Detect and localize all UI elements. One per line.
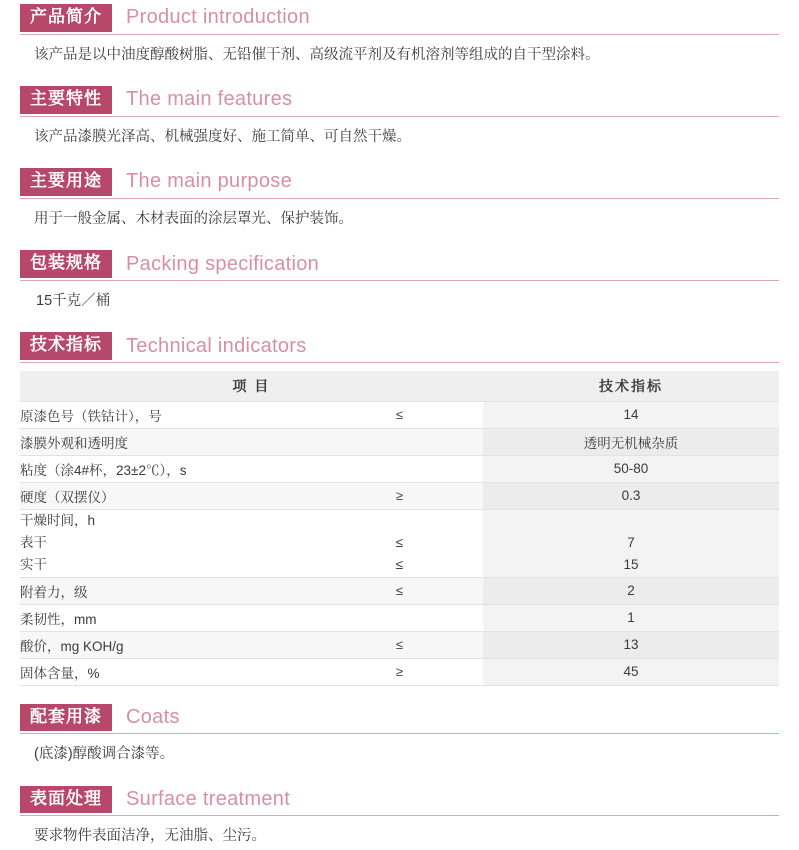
cell-item: 酸价，mg KOH/g [20,631,316,658]
cell-operator: ≥ [316,658,483,685]
table-header-row [20,371,779,402]
section-title-cn: 配套用漆 [20,704,112,732]
section-main-purpose [20,168,779,232]
section-title-en: The main purpose [126,170,293,193]
table-row [20,604,779,631]
cell-operator-group [316,509,483,577]
cell-subitem-hard-dry: 实干 [20,557,47,573]
cell-value: 1 [483,604,779,631]
section-body-text: 该产品漆膜光泽高、机械强度好、施工简单、可自然干燥。 [34,128,411,145]
column-header-item: 项 目 [20,371,483,402]
section-header [20,332,779,363]
table-head [20,371,779,402]
section-title-en: Product introduction [126,6,310,29]
cell-item-group [20,509,316,577]
section-title-cn: 技术指标 [20,332,112,360]
table-row [20,428,779,455]
section-title-cn: 包装规格 [20,250,112,278]
technical-indicators-table [20,371,779,686]
section-product-introduction [20,4,779,68]
section-body-text: (底漆)醇酸调合漆等。 [34,746,175,763]
section-title-cn: 主要特性 [20,86,112,114]
section-title-en: Technical indicators [126,334,307,357]
table-row [20,401,779,428]
section-body-text: 该产品是以中油度醇酸树脂、无铅催干剂、高级流平剂及有机溶剂等组成的自干型涂料。 [34,46,600,63]
cell-value: 14 [483,401,779,428]
section-header [20,704,779,735]
table-row [20,658,779,685]
cell-operator [316,604,483,631]
cell-item: 固体含量，% [20,658,316,685]
cell-value: 2 [483,577,779,604]
section-title-cn: 产品简介 [20,4,112,32]
table-body [20,401,779,685]
section-coats [20,704,779,768]
cell-item: 原漆色号（铁钴计），号 [20,401,316,428]
table-row-drying-time [20,509,779,577]
section-header [20,168,779,199]
table-row [20,455,779,482]
section-header [20,786,779,817]
table-row [20,577,779,604]
section-technical-indicators [20,332,779,685]
table-row [20,482,779,509]
cell-operator: ≤ [316,401,483,428]
section-title-cn: 表面处理 [20,786,112,814]
cell-value: 透明无机械杂质 [483,428,779,455]
table-row [20,631,779,658]
cell-value: 13 [483,631,779,658]
cell-operator: ≤ [316,577,483,604]
section-surface-treatment [20,786,779,850]
cell-item: 柔韧性，mm [20,604,316,631]
section-body-text: 要求物件表面洁净，无油脂、尘污。 [34,828,266,845]
section-title-en: Surface treatment [126,788,291,811]
section-title-cn: 主要用途 [20,168,112,196]
cell-value-hard-dry: 15 [623,557,639,573]
section-header [20,4,779,35]
cell-operator-hard-dry: ≤ [395,557,404,573]
section-main-features [20,86,779,150]
section-title-en: Coats [126,706,180,729]
section-header [20,86,779,117]
cell-value: 50-80 [483,455,779,482]
cell-value: 0.3 [483,482,779,509]
cell-operator: ≤ [316,631,483,658]
cell-subitem-surface-dry: 表干 [20,535,47,551]
cell-value-group [483,509,779,577]
cell-operator: ≥ [316,482,483,509]
section-packing-specification [20,250,779,314]
cell-item: 附着力，级 [20,577,316,604]
section-title-en: Packing specification [126,252,320,275]
cell-item-label: 干燥时间，h [20,512,96,528]
cell-operator [316,455,483,482]
column-header-value: 技术指标 [483,371,779,402]
cell-item: 硬度（双摆仪） [20,482,316,509]
section-body-text: 用于一般金属、木材表面的涂层罩光、保护装饰。 [34,210,353,227]
section-body-text: 15千克／桶 [36,292,111,309]
section-header [20,250,779,281]
cell-value: 45 [483,658,779,685]
section-title-en: The main features [126,88,293,111]
cell-item: 粘度（涂4#杯，23±2℃），s [20,455,316,482]
cell-value-surface-dry: 7 [627,535,635,551]
cell-item: 漆膜外观和透明度 [20,428,316,455]
cell-operator-surface-dry: ≤ [395,535,404,551]
cell-operator [316,428,483,455]
